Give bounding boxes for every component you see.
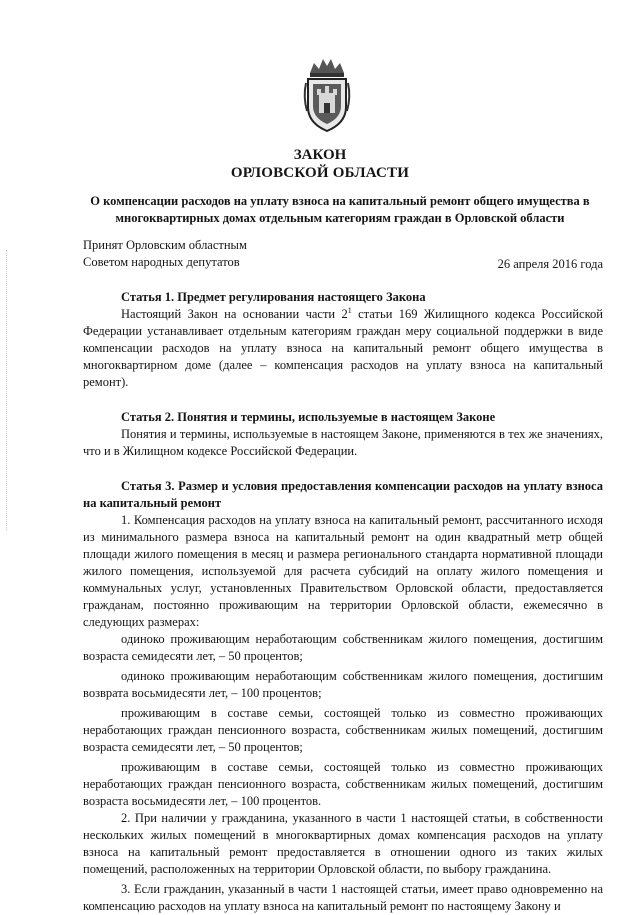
article-3-item-4: проживающим в составе семьи, состоящей только из совместно проживающих неработающих граждан пенсионного возраста, собственникам жилых помещений, достигшим возраста восьмидесяти лет, – 100 процентов. bbox=[83, 760, 603, 808]
article-gap bbox=[83, 460, 603, 478]
article-1-text bbox=[83, 306, 603, 391]
article-1-superscript: 1 bbox=[347, 305, 352, 315]
article-3-heading: Статья 3. Размер и условия предоставления компенсации расходов на уплату взноса на капитальный ремонт bbox=[83, 479, 603, 510]
article-3-part-1: 1. Компенсация расходов на уплату взноса на капитальный ремонт, рассчитанного исходя из минимального размера взноса на капитальный ремонт на один квадратный метр общей площади жилого помещения в месяц и размера регионального стандарта нормативной площади жилого помещения, используемой для расчета субсидий на оплату жилого помещения и коммунальных услуг, установленных Правительством Орловской области, предоставляется гражданам, постоянно проживающим на территории Орловской области, ежемесячно в следующих размерах: bbox=[83, 513, 603, 629]
adoption-date: 26 апреля 2016 года bbox=[497, 257, 603, 271]
region-heading: ОРЛОВСКОЙ ОБЛАСТИ bbox=[230, 165, 410, 181]
scan-margin-mark bbox=[6, 250, 8, 530]
article-1-text-end: статьи 169 Жилищного кодекса Российской Федерации устанавливает отдельным категориям граждан меру социальной поддержки в виде компенсации расходов на уплату взноса на капитальный ремонт общего имущества в многоквартирном доме (далее – компенсация расходов на уплату взноса на капитальный ремонт). bbox=[83, 307, 603, 389]
article-1-text-start: Настоящий Закон на основании части 2 bbox=[121, 307, 348, 321]
article-3-item-3: проживающим в составе семьи, состоящей только из совместно проживающих неработающих граждан пенсионного возраста, собственникам жилых помещений, достигшим возраста семидесяти лет, – 50 процентов; bbox=[83, 706, 603, 754]
article-3-part-3: 3. Если гражданин, указанный в части 1 настоящей статьи, имеет право одновременно на компенсацию расходов на уплату взноса на капитальный ремонт по настоящему Закону и bbox=[83, 882, 603, 913]
law-body bbox=[83, 289, 603, 915]
article-3-item-1: одиноко проживающим неработающим собственникам жилого помещения, достигшим возраста семидесяти лет, – 50 процентов; bbox=[83, 632, 603, 663]
adopted-line-1: Принят Орловским областным bbox=[83, 238, 247, 252]
coat-of-arms-emblem bbox=[302, 57, 352, 133]
article-3-part-2: 2. При наличии у гражданина, указанного в части 1 настоящей статьи, в собственности нескольких жилых помещений в многоквартирных домах компенсация расходов на уплату взноса на капитальный ремонт предоставляется в отношении одного из таких жилых помещений, расположенных на территории Орловской области, по выбору гражданина. bbox=[83, 811, 603, 876]
adopted-line-2: Советом народных депутатов bbox=[83, 255, 240, 269]
law-title: О компенсации расходов на уплату взноса на капитальный ремонт общего имущества в многоквартирных домах отдельным категориям граждан в Орловской области bbox=[90, 194, 590, 225]
article-2-text: Понятия и термины, используемые в настоящем Законе, применяются в тех же значениях, что и в Жилищном кодексе Российской Федерации. bbox=[83, 427, 603, 458]
law-heading: ЗАКОН bbox=[293, 147, 347, 163]
adopted-by bbox=[83, 237, 343, 271]
article-gap bbox=[83, 391, 603, 409]
article-1-heading: Статья 1. Предмет регулирования настоящего Закона bbox=[121, 290, 426, 304]
article-3-item-2: одиноко проживающим неработающим собственникам жилого помещения, достигшим возврата восьмидесяти лет, – 100 процентов; bbox=[83, 669, 603, 700]
article-2-heading: Статья 2. Понятия и термины, используемые в настоящем Законе bbox=[121, 410, 496, 424]
